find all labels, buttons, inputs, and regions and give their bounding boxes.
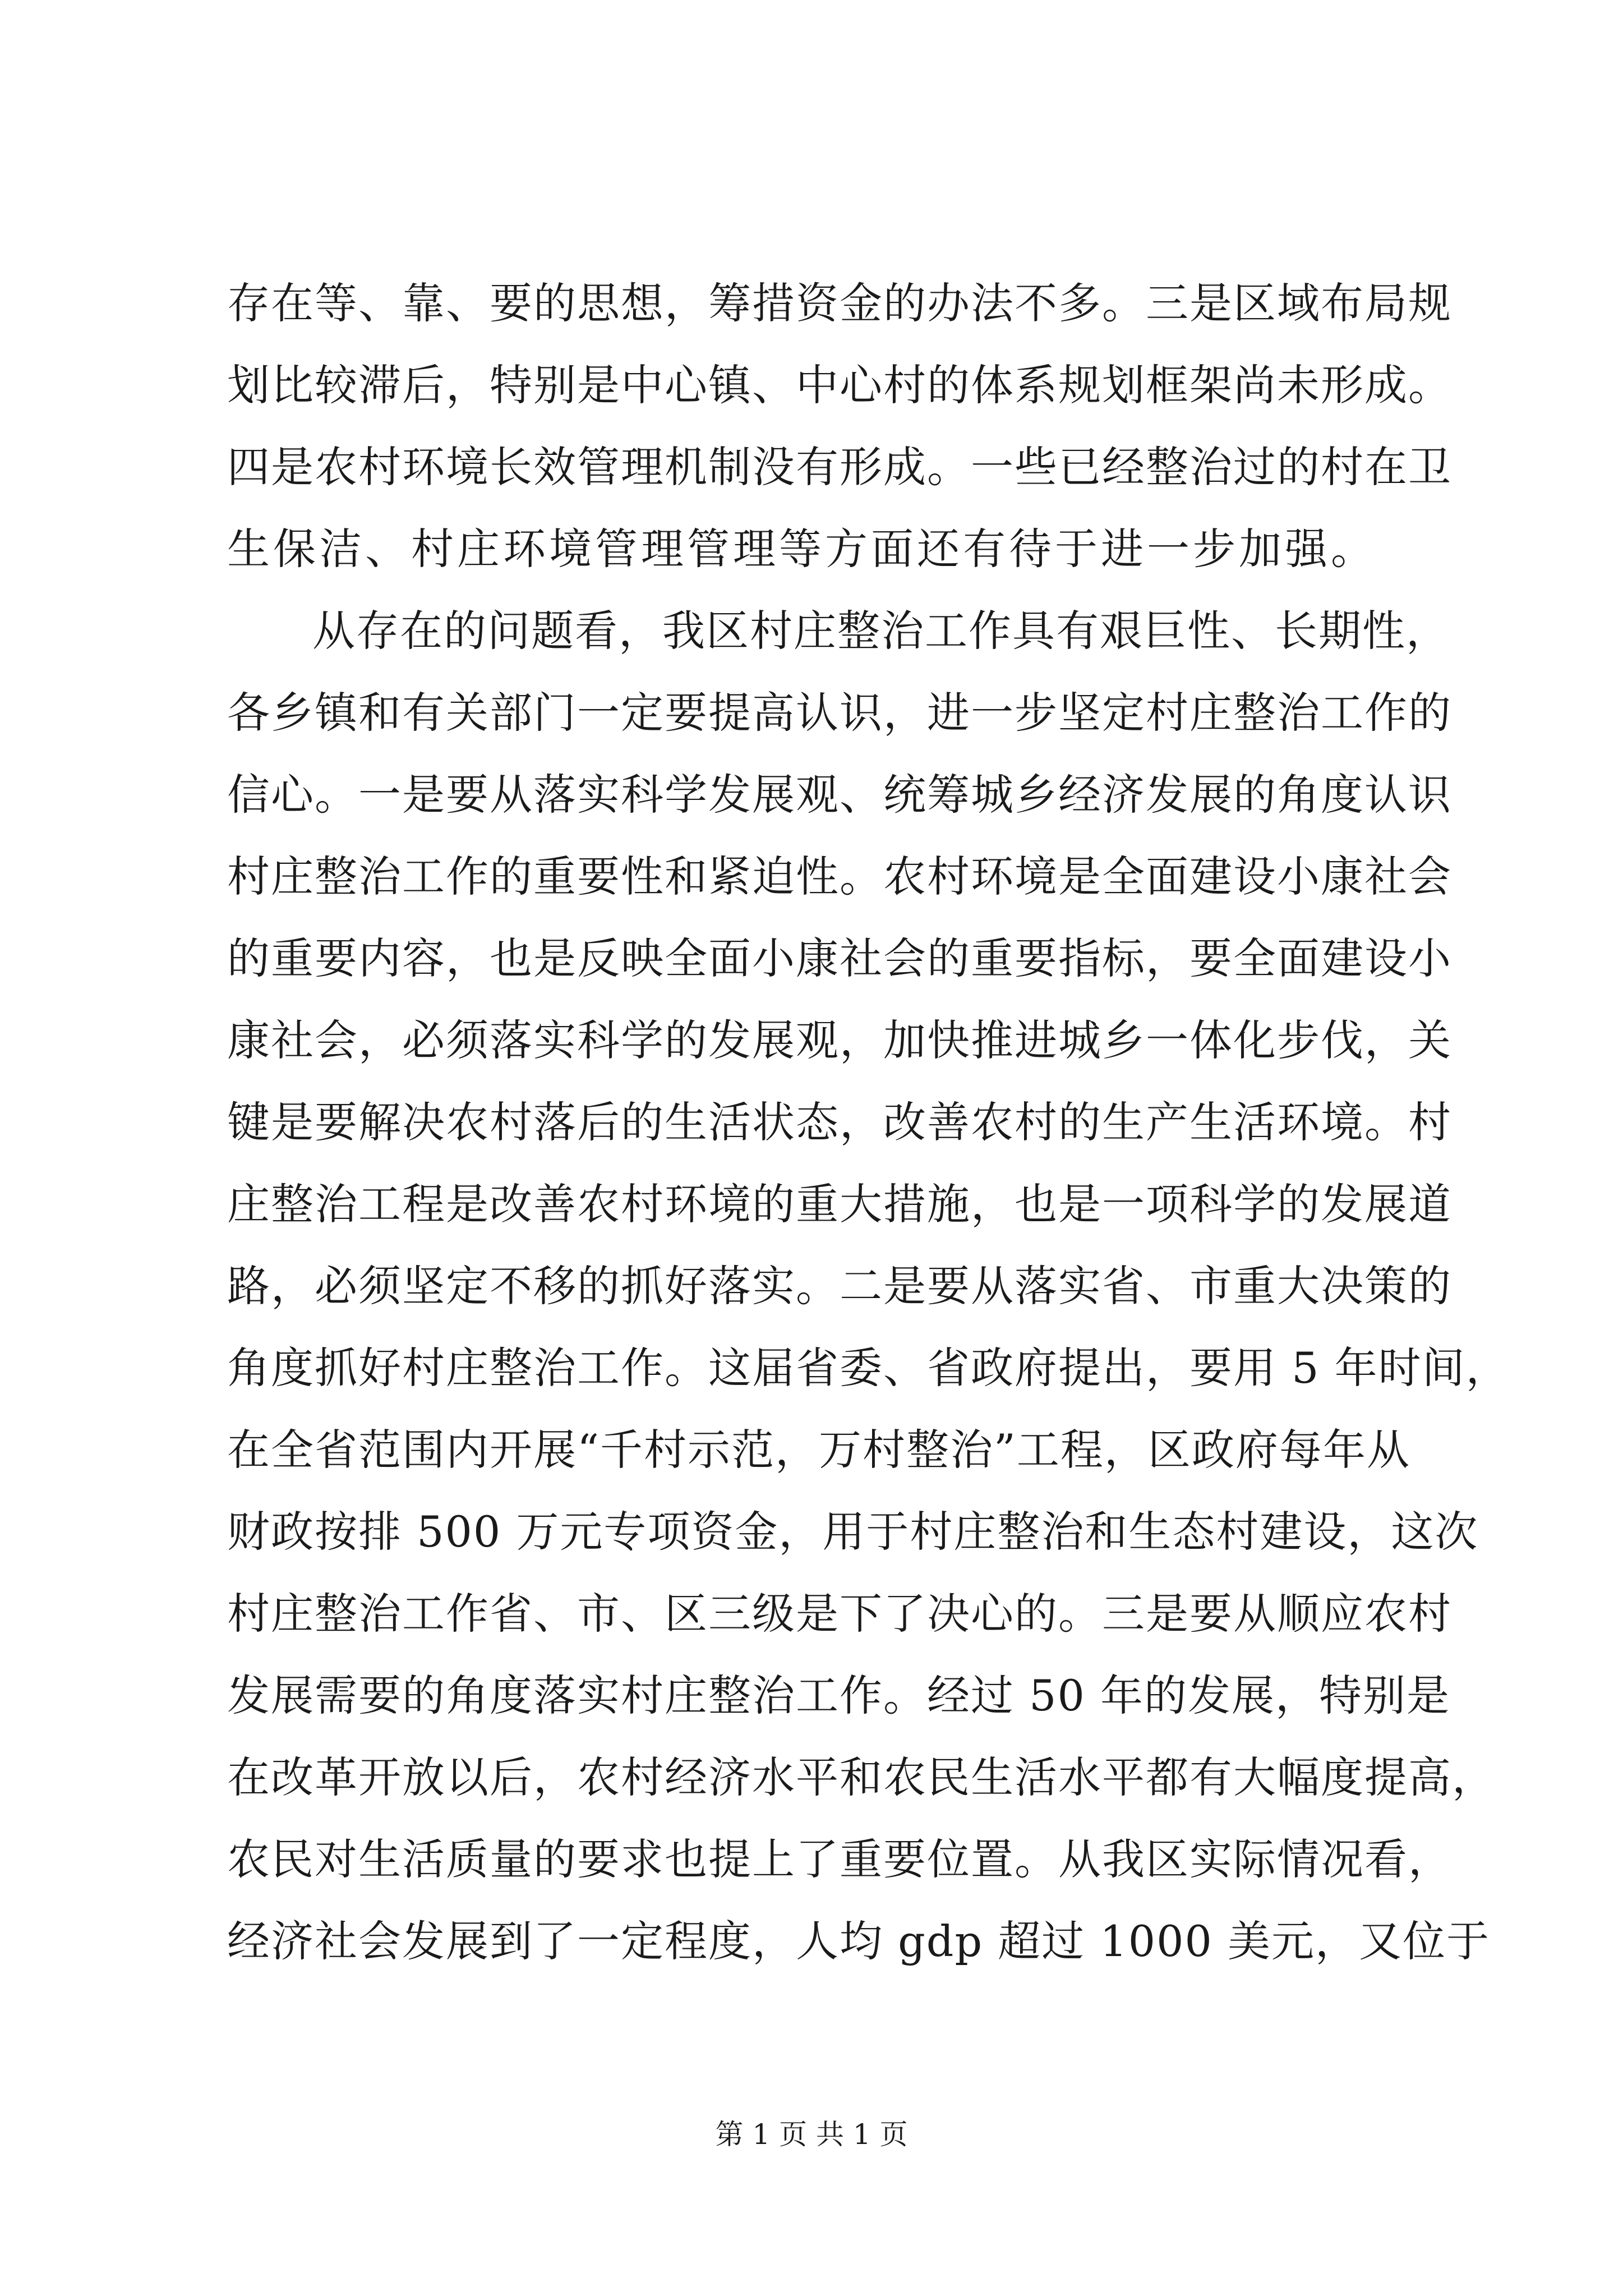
paragraph-1-line-1: 存在等、靠、要的思想，筹措资金的办法不多。三是区域布局规 bbox=[227, 278, 1452, 328]
paragraph-2-line-2: 各乡镇和有关部门一定要提高认识，进一步坚定村庄整治工作的 bbox=[227, 688, 1452, 738]
paragraph-2-line-8: 庄整治工程是改善农村环境的重大措施，也是一项科学的发展道 bbox=[227, 1179, 1452, 1229]
paragraph-1-line-2: 划比较滞后，特别是中心镇、中心村的体系规划框架尚未形成。 bbox=[227, 360, 1452, 410]
paragraph-2-line-7: 键是要解决农村落后的生活状态，改善农村的生产生活环境。村 bbox=[227, 1097, 1452, 1147]
paragraph-2-line-14: 发展需要的角度落实村庄整治工作。经过 50 年的发展，特别是 bbox=[227, 1671, 1451, 1720]
paragraph-2-line-12: 财政按排 500 万元专项资金，用于村庄整治和生态村建设，这次 bbox=[227, 1507, 1479, 1557]
paragraph-2-line-3: 信心。一是要从落实科学发展观、统筹城乡经济发展的角度认识 bbox=[227, 770, 1452, 820]
paragraph-2-line-1: 从存在的问题看，我区村庄整治工作具有艰巨性、长期性， bbox=[312, 606, 1450, 656]
paragraph-1-line-3: 四是农村环境长效管理机制没有形成。一些已经整治过的村在卫 bbox=[227, 442, 1452, 492]
paragraph-2-line-17: 经济社会发展到了一定程度，人均 gdp 超过 1000 美元，又位于 bbox=[227, 1916, 1490, 1966]
page-footer bbox=[0, 2115, 1623, 2154]
paragraph-2-line-6: 康社会，必须落实科学的发展观，加快推进城乡一体化步伐，关 bbox=[227, 1015, 1452, 1065]
paragraph-2-line-5: 的重要内容，也是反映全面小康社会的重要指标，要全面建设小 bbox=[227, 933, 1452, 983]
document-body bbox=[227, 263, 1510, 1982]
paragraph-2-line-13: 村庄整治工作省、市、区三级是下了决心的。三是要从顺应农村 bbox=[227, 1589, 1452, 1639]
page-number-label: 第 1 页 共 1 页 bbox=[715, 2118, 908, 2151]
paragraph-2-line-4: 村庄整治工作的重要性和紧迫性。农村环境是全面建设小康社会 bbox=[227, 852, 1452, 901]
paragraph-2-line-11: 在全省范围内开展“千村示范，万村整治”工程，区政府每年从 bbox=[227, 1425, 1410, 1475]
paragraph-2-line-15: 在改革开放以后，农村经济水平和农民生活水平都有大幅度提高， bbox=[227, 1752, 1496, 1802]
paragraph-2-line-9: 路，必须坚定不移的抓好落实。二是要从落实省、市重大决策的 bbox=[227, 1261, 1452, 1311]
paragraph-2-line-16: 农民对生活质量的要求也提上了重要位置。从我区实际情况看， bbox=[227, 1834, 1452, 1884]
paragraph-1-line-4: 生保洁、村庄环境管理管理等方面还有待于进一步加强。 bbox=[227, 524, 1377, 574]
paragraph-2-line-10: 角度抓好村庄整治工作。这届省委、省政府提出，要用 5 年时间， bbox=[227, 1343, 1510, 1393]
